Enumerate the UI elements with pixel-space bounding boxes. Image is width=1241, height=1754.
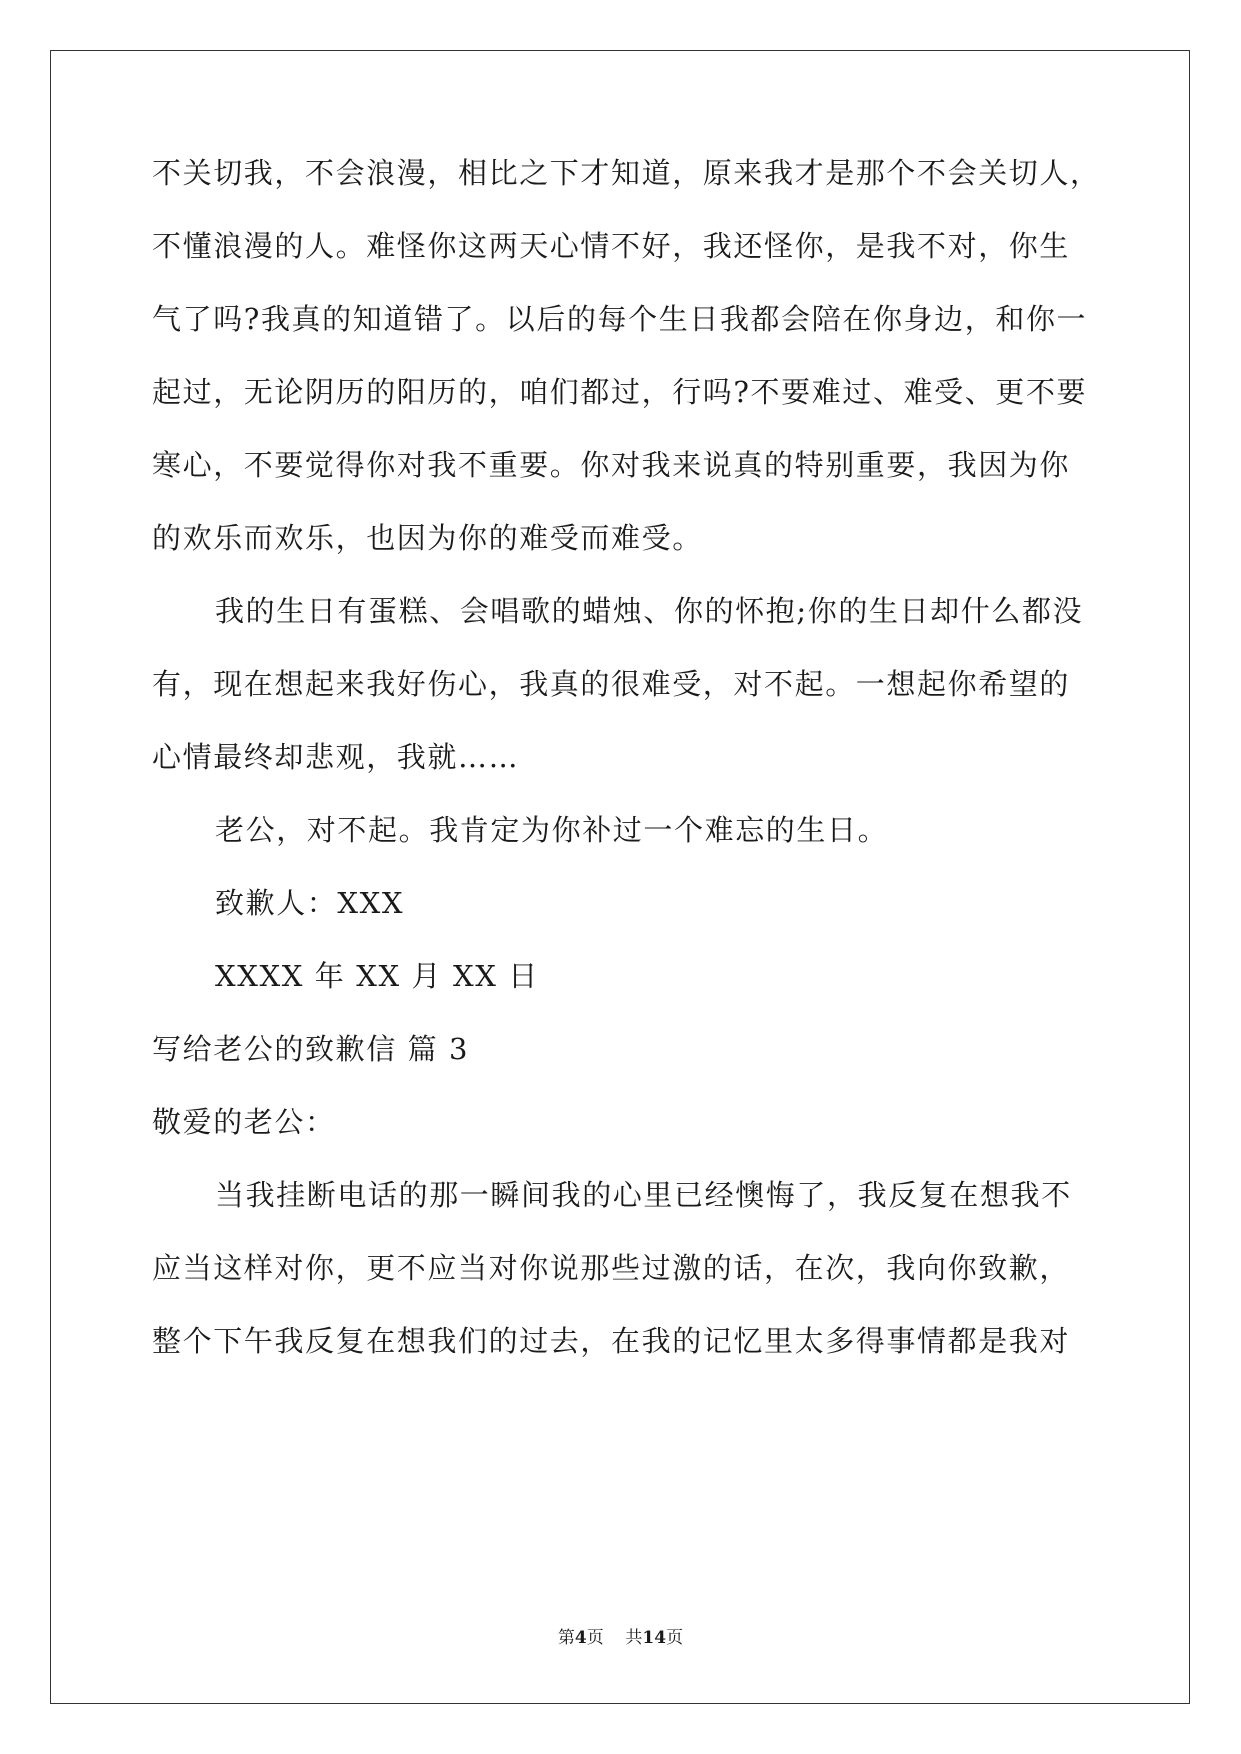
page-prefix: 第	[557, 1628, 575, 1648]
page-suffix: 页	[586, 1628, 604, 1648]
text-line: 心情最终却悲观，我就……	[152, 740, 520, 774]
total-suffix: 页	[666, 1628, 684, 1648]
text-line: 不懂浪漫的人。难怪你这两天心情不好，我还怪你，是我不对，你生	[152, 229, 1071, 263]
total-prefix: 共	[625, 1628, 643, 1648]
text-line: 有，现在想起来我好伤心，我真的很难受，对不起。一想起你希望的	[152, 667, 1071, 701]
date-line: XXXX 年 XX 月 XX 日	[215, 959, 539, 993]
text-line: 应当这样对你，更不应当对你说那些过激的话，在次，我向你致歉，	[152, 1251, 1071, 1285]
page-border	[50, 50, 1190, 1704]
page-number: 4	[574, 1628, 587, 1648]
text-line: 我的生日有蛋糕、会唱歌的蜡烛、你的怀抱;你的生日却什么都没	[215, 594, 1084, 628]
page-footer	[0, 1623, 1241, 1648]
text-line: 不关切我，不会浪漫，相比之下才知道，原来我才是那个不会关切人，	[152, 156, 1101, 190]
text-line: 当我挂断电话的那一瞬间我的心里已经懊悔了，我反复在想我不	[215, 1178, 1072, 1212]
text-line: 整个下午我反复在想我们的过去，在我的记忆里太多得事情都是我对	[152, 1324, 1071, 1358]
signature-line: 致歉人：XXX	[215, 886, 405, 920]
salutation: 敬爱的老公：	[152, 1105, 336, 1139]
text-line: 寒心，不要觉得你对我不重要。你对我来说真的特别重要，我因为你	[152, 448, 1071, 482]
total-pages: 14	[642, 1628, 667, 1648]
text-line: 老公，对不起。我肯定为你补过一个难忘的生日。	[215, 813, 889, 847]
text-line: 起过，无论阴历的阳历的，咱们都过，行吗?不要难过、难受、更不要	[152, 375, 1088, 409]
text-line: 气了吗?我真的知道错了。以后的每个生日我都会陪在你身边，和你一	[152, 302, 1088, 336]
section-heading: 写给老公的致歉信 篇 3	[152, 1032, 470, 1066]
text-line: 的欢乐而欢乐，也因为你的难受而难受。	[152, 521, 703, 555]
